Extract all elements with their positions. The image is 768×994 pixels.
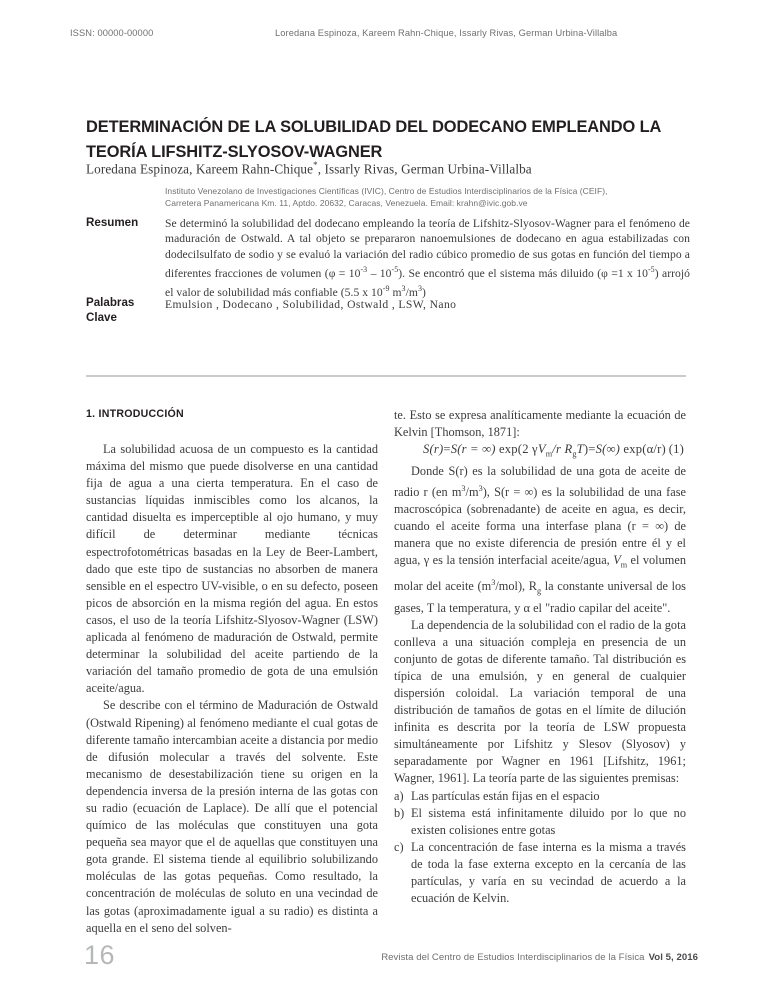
paragraph-right-1: te. Esto se expresa analíticamente mediante la ecuación de Kelvin [Thomson, 1871]:: [394, 408, 686, 440]
page-number: 16: [84, 940, 116, 970]
premise-marker-a: a): [394, 788, 404, 803]
corresponding-author-mark: *: [313, 160, 318, 170]
column-right: [394, 407, 686, 907]
premise-marker-b: b): [394, 805, 405, 820]
paragraph-intro-2: Se describe con el término de Maduración de Ostwald (Ostwald Ripening) al fenómeno mediante el cual gotas de diferente tamaño intercambian aceite a distancia por medio de difusión molecular a través del solvente. Este mecanismo de desestabilización tiene su origen en la dependencia inversa de la presión interna de las gotas con su radio (ecuación de Laplace). De allí que el potencial químico de las moléculas que constituyen una gota pequeña sea mayor que el de aquellas que constituyen una gota grande. El sistema tiende al equilibrio solubilizando moléculas de las gotas pequeñas. Como resultado, la concentración de moléculas de soluto en una vecindad de las gotas (aproximadamente igual a su radio) es distinta a aquella en el seno del solven-: [86, 698, 378, 935]
list-item: [394, 805, 686, 839]
abstract-phi-1: φ: [328, 267, 336, 281]
abstract-part-4: ). Se encontró que el sistema más diluido (: [398, 267, 602, 281]
equation-exp-open-2: exp(: [620, 442, 647, 457]
abstract-exp-6: 3: [417, 284, 423, 294]
byline-authors-rest: , Issarly Rivas, German Urbina-Villalba: [317, 161, 532, 177]
abstract-exp-1: -3: [360, 265, 368, 275]
paragraph-intro-1: La solubilidad acuosa de un compuesto es la cantidad máxima del mismo que puede disolverse en una cantidad fija de agua a una cierta temperatura. En el caso de sustancias líquidas inmiscibles como los alcanos, la cantidad disuelta es imperceptible al ojo humano, y muy difícil de determinar mediante técnicas espectrofotométricas basadas en la Ley de Beer-Lambert, dado que este tipo de sustancias no absorben de manera sensible en el espectro UV-visible, o en su defecto, poseen picos de absorción en la misma región del agua. En estos casos, el uso de la teoría Lifshitz-Slyosov-Wagner (LSW) aplicada al fenómeno de maduración de Ostwald, permite determinar la solubilidad del aceite partiendo de la variación del tamaño promedio de gota de una emulsión aceite/agua.: [86, 442, 378, 696]
premise-marker-c: c): [394, 839, 404, 854]
equation-rhs: S(∞): [595, 442, 621, 457]
abstract-part-3: – 10: [367, 267, 392, 281]
paragraph-right-2: [394, 463, 686, 617]
keywords-label: [86, 296, 164, 325]
right-2-part-a: Donde S(r) es la solubilidad de una gota de aceite de radio r (en m: [394, 463, 686, 499]
keywords-label-line-1: Palabras: [86, 296, 135, 309]
issn-text: ISSN: 00000-00000: [70, 28, 154, 38]
equation-rg-subscript: g: [572, 449, 577, 459]
right-2-part-g: la constante universal de los gases, T la temperatura, y: [394, 579, 686, 615]
equation-body: [411, 442, 666, 459]
abstract-label: Resumen: [86, 216, 139, 229]
article-title: DETERMINACIÓN DE LA SOLUBILIDAD DEL DODECANO EMPLEANDO LA TEORÍA LIFSHITZ-SLYOSOV-WAGNER: [86, 117, 661, 161]
equation-close-2: /r): [653, 442, 666, 457]
abstract-part-9: ): [422, 286, 426, 300]
keywords-label-line-2: Clave: [86, 310, 117, 324]
abstract-part-1: Se determinó la solubilidad del dodecano empleando la teoría de Lifshitz-Slyosov-Wagner para el fenómeno de maduración de Ostwald. A tal objeto se prepararon nanoemulsiones de dodecano en agua estabilizadas con dodecilsulfato de sodio y se evaluó la variación del radio cúbico promedio de sus gotas en función del tiempo a diferentes fracciones de volumen (: [165, 217, 690, 281]
equation-lhs: S(r): [423, 442, 444, 457]
paragraph-right-3: La dependencia de la solubilidad con el radio de la gota conlleva a una situación compleja en presencia de un conjunto de gotas de diferente tamaño. Tal distribución es típica de una emulsión, y en general de cualquier dispersión coloidal. La variación temporal de una distribución de tamaños de gotas en el límite de dilución infinita es descrita por la teoría de LSW propuesta simultáneamente por Lifshitz y Slesov (Slyosov) y separadamente por Wagner en 1961 [Lifshitz, 1961; Wagner, 1961]. La teoría parte de las siguientes premisas:: [394, 617, 686, 786]
right-2-sup-3: 3: [491, 577, 496, 587]
abstract-part-5: =1 x 10: [607, 267, 648, 281]
affiliation-line-2: Carretera Panamericana Km. 11, Aptdo. 20632, Caracas, Venezuela. Email: krahn@ivic.gob.ve: [165, 198, 528, 209]
abstract-exp-3: -5: [647, 265, 655, 275]
section-heading-introduccion: 1. INTRODUCCIÓN: [86, 408, 184, 420]
equation-rg: R: [564, 442, 573, 457]
footer-journal-info: [381, 952, 698, 963]
list-item: [394, 839, 686, 907]
right-2-sup-1: 3: [461, 483, 466, 493]
equation-gamma: γ: [532, 442, 538, 457]
equation-alpha: α: [646, 442, 654, 457]
right-2-vm-subscript: m: [620, 560, 628, 570]
abstract-phi-2: φ: [601, 267, 608, 281]
keywords-text: Emulsion , Dodecano , Solubilidad, Ostwald , LSW, Nano: [165, 298, 457, 311]
abstract-part-7: m: [389, 286, 402, 300]
premise-text-b: El sistema está infinitamente diluido por lo que no existen colisiones entre gotas: [411, 805, 686, 837]
author-byline: [86, 157, 686, 177]
right-2-part-e: el volumen molar del aceite (m: [394, 553, 687, 593]
abstract-exp-2: -5: [391, 265, 399, 275]
premise-text-a: Las partículas están fijas en el espacio: [411, 788, 600, 803]
equation-close-1: ): [583, 442, 589, 457]
right-2-rg-subscript: g: [536, 586, 542, 596]
premises-list: [394, 788, 686, 908]
equation-vm-subscript: m: [545, 449, 553, 459]
abstract-exp-5: 3: [401, 284, 406, 294]
abstract-part-2: = 10: [335, 267, 361, 281]
footer-journal-name: Revista del Centro de Estudios Interdisciplinarios de la Física: [381, 952, 645, 963]
abstract-part-6: ) arrojó el valor de solubilidad más confiable (5.5 x 10: [165, 267, 690, 300]
equation-vm: V: [537, 442, 546, 457]
equation-slash: /r: [552, 442, 565, 457]
byline-authors-first: Loredana Espinoza, Kareem Rahn-Chique: [86, 161, 314, 177]
equation-kelvin: [394, 441, 686, 463]
right-2-part-d: es la tensión interfacial aceite/agua,: [429, 553, 614, 568]
list-item: [394, 788, 686, 805]
affiliation-line-1: Instituto Venezolano de Investigaciones Científicas (IVIC), Centro de Estudios Interdisciplinarios de la Física (CEIF),: [165, 186, 608, 196]
equation-t: T: [576, 442, 584, 457]
equation-mid-1: S(r = ∞): [450, 442, 496, 457]
equation-number: (1): [668, 442, 684, 457]
right-2-part-c: ), S(r = ∞) es la solubilidad de una fase macroscópica (sobrenadante) de aceite en agua, es decir, cuando el aceite forma una interfase plana (r = ∞) de manera que no existe diferencia de presión entre él y el agua,: [394, 484, 686, 568]
footer-volume: Vol 5, 2016: [648, 952, 698, 963]
premise-text-c: La concentración de fase interna es la misma a través de toda la fase externa excepto en la cercanía de las partículas, y varía en su vecindad de acuerdo a la ecuación de Kelvin.: [411, 839, 686, 906]
right-2-part-h: el "radio capilar del aceite".: [529, 600, 671, 615]
right-2-sup-2: 3: [478, 483, 483, 493]
equation-exp-open-1: exp(2: [495, 442, 533, 457]
column-left: [86, 407, 378, 937]
running-head-authors: Loredana Espinoza, Kareem Rahn-Chique, Issarly Rivas, German Urbina-Villalba: [275, 28, 618, 38]
author-affiliation: [165, 185, 690, 210]
right-2-gamma: γ: [423, 553, 430, 568]
equation-eq-sign-1: =: [443, 442, 451, 457]
header-divider: [86, 375, 686, 377]
right-2-part-b: /m: [465, 484, 479, 499]
abstract-part-8: /m: [405, 286, 418, 300]
right-2-part-f: /mol), R: [495, 579, 537, 593]
abstract-exp-4: -9: [382, 284, 390, 294]
right-2-alpha: α: [523, 600, 530, 615]
running-head: [70, 28, 698, 42]
equation-eq-sign-2: =: [588, 442, 596, 457]
right-2-vm: V: [613, 553, 621, 568]
abstract-text: [165, 216, 690, 301]
